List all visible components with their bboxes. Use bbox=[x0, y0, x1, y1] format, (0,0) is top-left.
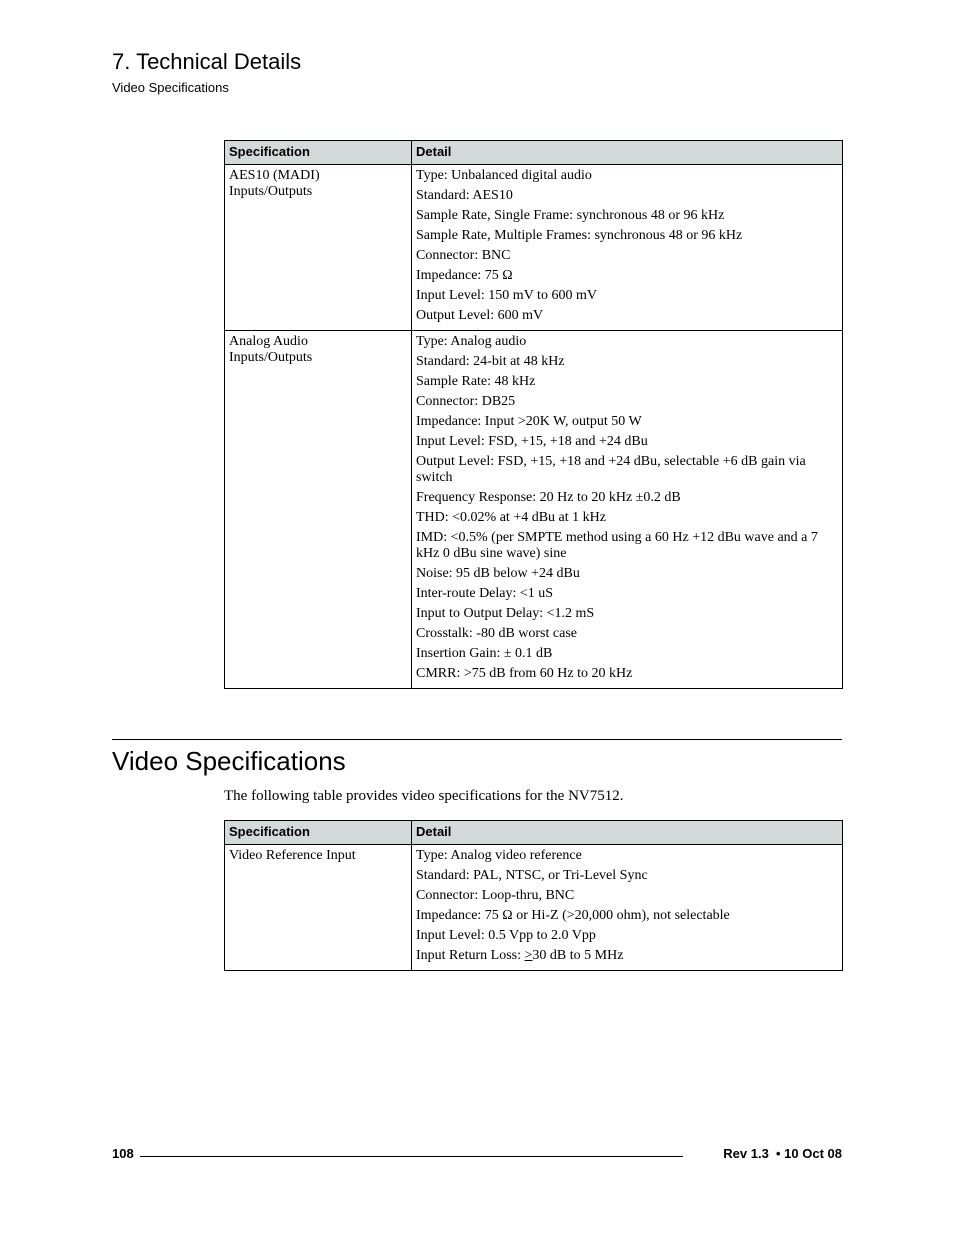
spec-name: Analog Audio bbox=[229, 334, 308, 349]
footer-rule bbox=[140, 1156, 683, 1157]
audio-spec-table bbox=[224, 140, 843, 689]
revision-label: Rev 1.3 • 10 Oct 08 bbox=[723, 1146, 842, 1161]
detail-line: Input Level: 0.5 Vpp to 2.0 Vpp bbox=[416, 928, 596, 943]
detail-line: Input Level: 150 mV to 600 mV bbox=[416, 288, 597, 303]
detail-line: Impedance: 75 Ω bbox=[416, 268, 513, 283]
detail-line: Standard: PAL, NTSC, or Tri-Level Sync bbox=[416, 868, 648, 883]
column-header-specification: Specification bbox=[225, 141, 412, 165]
detail-line: Inter-route Delay: <1 uS bbox=[416, 586, 554, 601]
detail-line: Input Level: FSD, +15, +18 and +24 dBu bbox=[416, 434, 648, 449]
detail-line: Connector: BNC bbox=[416, 248, 511, 263]
section-intro: The following table provides video specifications for the NV7512. bbox=[224, 788, 624, 804]
detail-line: Connector: Loop-thru, BNC bbox=[416, 888, 575, 903]
detail-line: Type: Unbalanced digital audio bbox=[416, 168, 592, 183]
detail-line: Sample Rate, Multiple Frames: synchronous 48 or 96 kHz bbox=[416, 228, 743, 243]
detail-line: Standard: AES10 bbox=[416, 188, 513, 203]
spec-name: Video Reference Input bbox=[229, 848, 356, 863]
detail-line: Sample Rate, Single Frame: synchronous 48 or 96 kHz bbox=[416, 208, 725, 223]
spec-name: Inputs/Outputs bbox=[229, 350, 313, 365]
spec-name: AES10 (MADI) bbox=[229, 168, 320, 183]
spec-cell bbox=[225, 165, 412, 331]
detail-line: IMD: <0.5% (per SMPTE method using a 60 Hz +12 dBu wave and a 7 kHz 0 dBu sine wave) sine bbox=[416, 530, 818, 561]
detail-line-return-loss bbox=[416, 948, 838, 964]
detail-line: Output Level: 600 mV bbox=[416, 308, 544, 323]
spec-cell bbox=[225, 845, 412, 971]
running-head: Video Specifications bbox=[112, 80, 229, 95]
spec-name: Inputs/Outputs bbox=[229, 184, 313, 199]
table-row bbox=[225, 331, 843, 689]
detail-cell bbox=[412, 165, 843, 331]
detail-line: Output Level: FSD, +15, +18 and +24 dBu, selectable +6 dB gain via switch bbox=[416, 454, 806, 485]
detail-line: Frequency Response: 20 Hz to 20 kHz ±0.2 dB bbox=[416, 490, 681, 505]
detail-line: Insertion Gain: ± 0.1 dB bbox=[416, 646, 553, 661]
detail-cell bbox=[412, 845, 843, 971]
table-row bbox=[225, 845, 843, 971]
detail-line: Noise: 95 dB below +24 dBu bbox=[416, 566, 580, 581]
detail-line: THD: <0.02% at +4 dBu at 1 kHz bbox=[416, 510, 606, 525]
detail-line: Crosstalk: -80 dB worst case bbox=[416, 626, 577, 641]
detail-line: Impedance: Input >20K W, output 50 W bbox=[416, 414, 642, 429]
section-title: Video Specifications bbox=[112, 746, 346, 776]
detail-line: Impedance: 75 Ω or Hi-Z (>20,000 ohm), not selectable bbox=[416, 908, 730, 923]
return-loss-prefix: Input Return Loss: bbox=[416, 948, 525, 963]
detail-line: CMRR: >75 dB from 60 Hz to 20 kHz bbox=[416, 666, 633, 681]
column-header-detail: Detail bbox=[412, 141, 843, 165]
video-spec-table bbox=[224, 820, 843, 971]
detail-line: Standard: 24-bit at 48 kHz bbox=[416, 354, 565, 369]
table-header-row bbox=[225, 141, 843, 165]
detail-cell bbox=[412, 331, 843, 689]
chapter-title: 7. Technical Details bbox=[112, 49, 302, 74]
return-loss-symbol: > bbox=[524, 948, 533, 963]
detail-line: Connector: DB25 bbox=[416, 394, 516, 409]
detail-line: Type: Analog audio bbox=[416, 334, 527, 349]
table-row bbox=[225, 165, 843, 331]
detail-line: Input to Output Delay: <1.2 mS bbox=[416, 606, 595, 621]
detail-line: Sample Rate: 48 kHz bbox=[416, 374, 536, 389]
detail-line: Type: Analog video reference bbox=[416, 848, 582, 863]
column-header-detail: Detail bbox=[412, 821, 843, 845]
return-loss-value: 30 dB to 5 MHz bbox=[532, 948, 624, 963]
section-divider bbox=[112, 739, 842, 740]
column-header-specification: Specification bbox=[225, 821, 412, 845]
table-header-row bbox=[225, 821, 843, 845]
spec-cell bbox=[225, 331, 412, 689]
page-number: 108 bbox=[112, 1146, 134, 1161]
